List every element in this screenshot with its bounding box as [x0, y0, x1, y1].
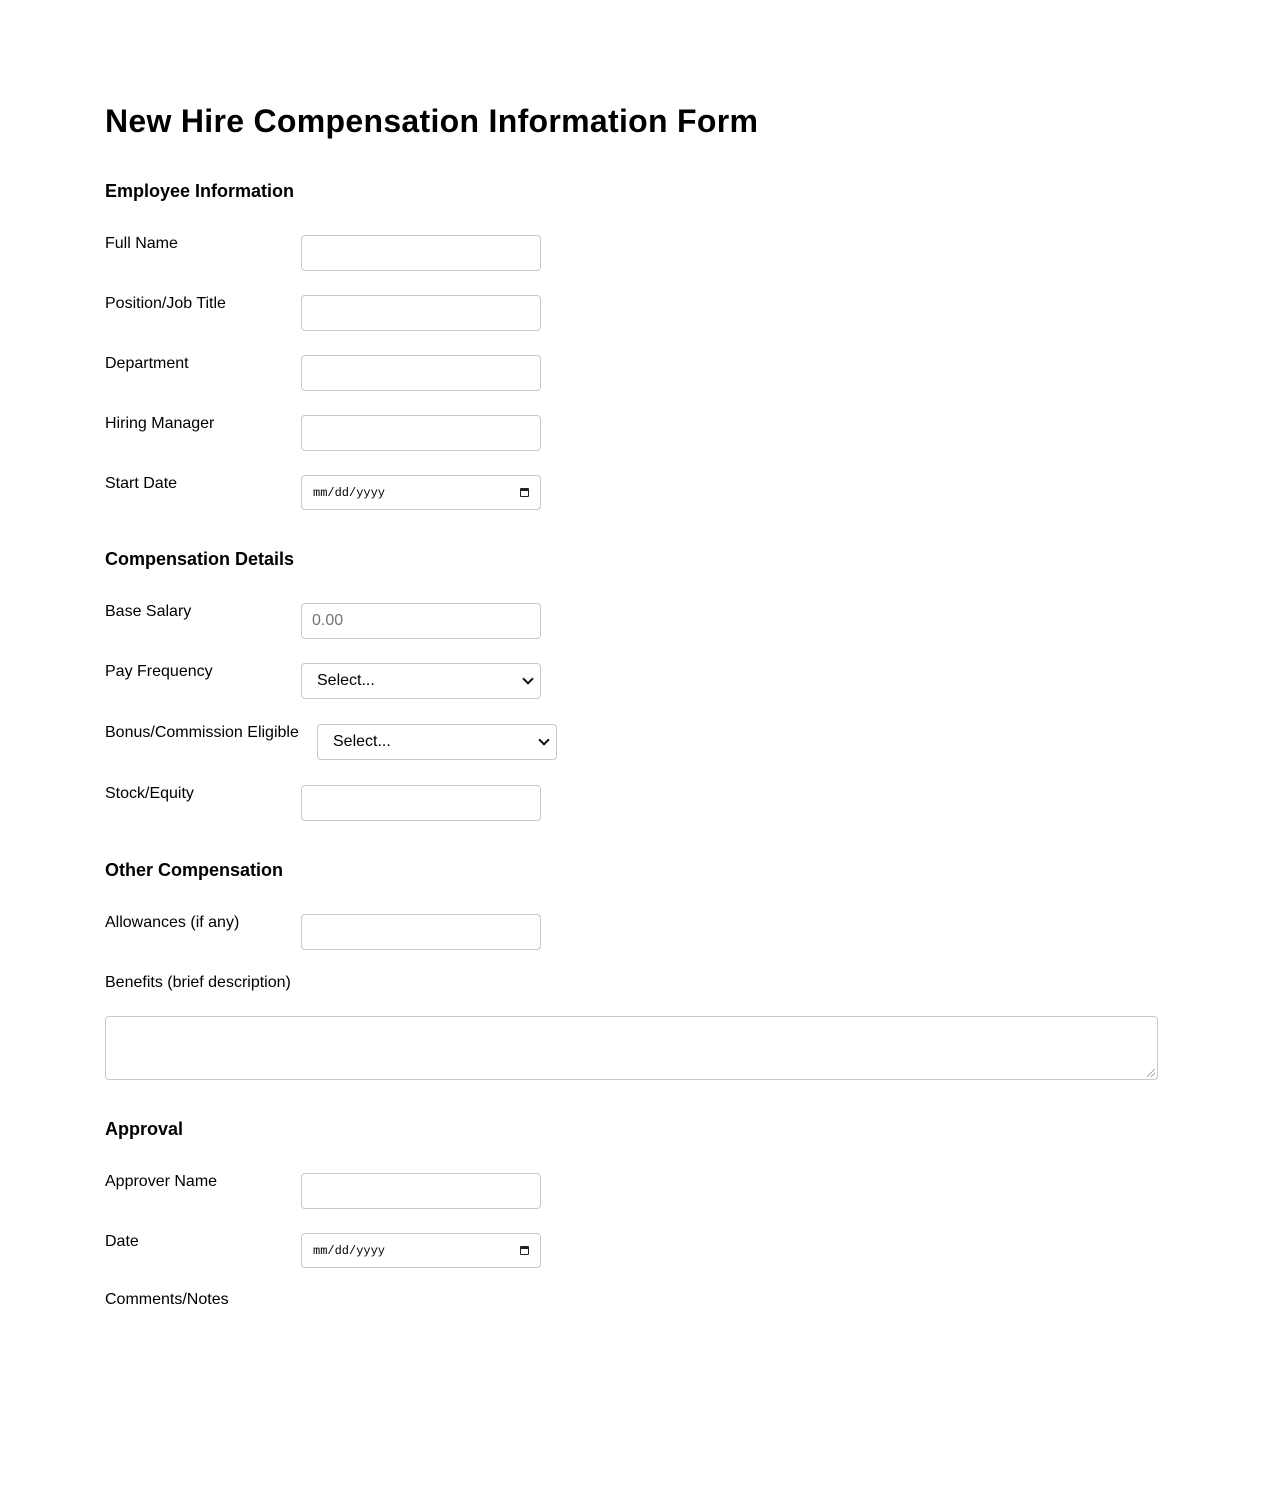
section-title-employee: Employee Information: [105, 181, 295, 201]
department-label: Department: [105, 355, 189, 372]
approver-name-row: [105, 1173, 541, 1209]
page-title: New Hire Compensation Information Form: [105, 103, 759, 139]
allowances-label: Allowances (if any): [105, 914, 240, 931]
allowances-input[interactable]: [301, 914, 541, 950]
base-salary-label: Base Salary: [105, 603, 192, 620]
stock-row: [105, 785, 541, 821]
comments-label: Comments/Notes: [105, 1291, 229, 1308]
department-input[interactable]: [301, 355, 541, 391]
approver-name-input[interactable]: [301, 1173, 541, 1209]
chevron-down-icon: [522, 673, 533, 684]
stock-input[interactable]: [301, 785, 541, 821]
position-input[interactable]: [301, 295, 541, 331]
comments-row: [105, 1291, 301, 1309]
bonus-row: [105, 724, 557, 760]
base-salary-row: [105, 603, 541, 639]
bonus-value: Select...: [333, 733, 391, 750]
hiring-manager-input[interactable]: [301, 415, 541, 451]
bonus-select[interactable]: [317, 724, 557, 760]
start-date-row: [105, 475, 541, 510]
chevron-down-icon: [538, 734, 549, 745]
hiring-manager-row: [105, 415, 541, 451]
benefits-textarea[interactable]: [105, 1016, 1158, 1080]
resize-handle-icon[interactable]: [1147, 1069, 1155, 1077]
approval-date-label: Date: [105, 1233, 139, 1250]
full-name-row: [105, 235, 541, 271]
start-date-placeholder: mm/dd/yyyy: [313, 485, 386, 500]
position-row: [105, 295, 541, 331]
start-date-input[interactable]: [301, 475, 541, 510]
approver-name-label: Approver Name: [105, 1173, 218, 1190]
benefits-label: Benefits (brief description): [105, 974, 291, 991]
allowances-row: [105, 914, 541, 950]
department-row: [105, 355, 541, 391]
pay-frequency-value: Select...: [317, 672, 375, 689]
full-name-label: Full Name: [105, 235, 178, 252]
base-salary-placeholder: 0.00: [312, 612, 344, 629]
calendar-icon[interactable]: [520, 1246, 529, 1255]
form-page: [105, 0, 1158, 1308]
section-title-other: Other Compensation: [105, 860, 284, 880]
base-salary-input[interactable]: [301, 603, 541, 639]
hiring-manager-label: Hiring Manager: [105, 415, 215, 432]
benefits-row: [105, 974, 301, 992]
pay-frequency-select[interactable]: [301, 663, 541, 699]
section-title-compensation: Compensation Details: [105, 549, 295, 569]
approval-date-row: [105, 1233, 541, 1268]
stock-label: Stock/Equity: [105, 785, 194, 802]
approval-date-placeholder: mm/dd/yyyy: [313, 1243, 386, 1258]
pay-frequency-row: [105, 663, 541, 699]
bonus-label: Bonus/Commission Eligible: [105, 724, 299, 741]
approval-date-input[interactable]: [301, 1233, 541, 1268]
position-label: Position/Job Title: [105, 295, 226, 312]
calendar-icon[interactable]: [520, 488, 529, 497]
pay-frequency-label: Pay Frequency: [105, 663, 213, 680]
section-title-approval: Approval: [105, 1119, 184, 1139]
start-date-label: Start Date: [105, 475, 178, 492]
full-name-input[interactable]: [301, 235, 541, 271]
